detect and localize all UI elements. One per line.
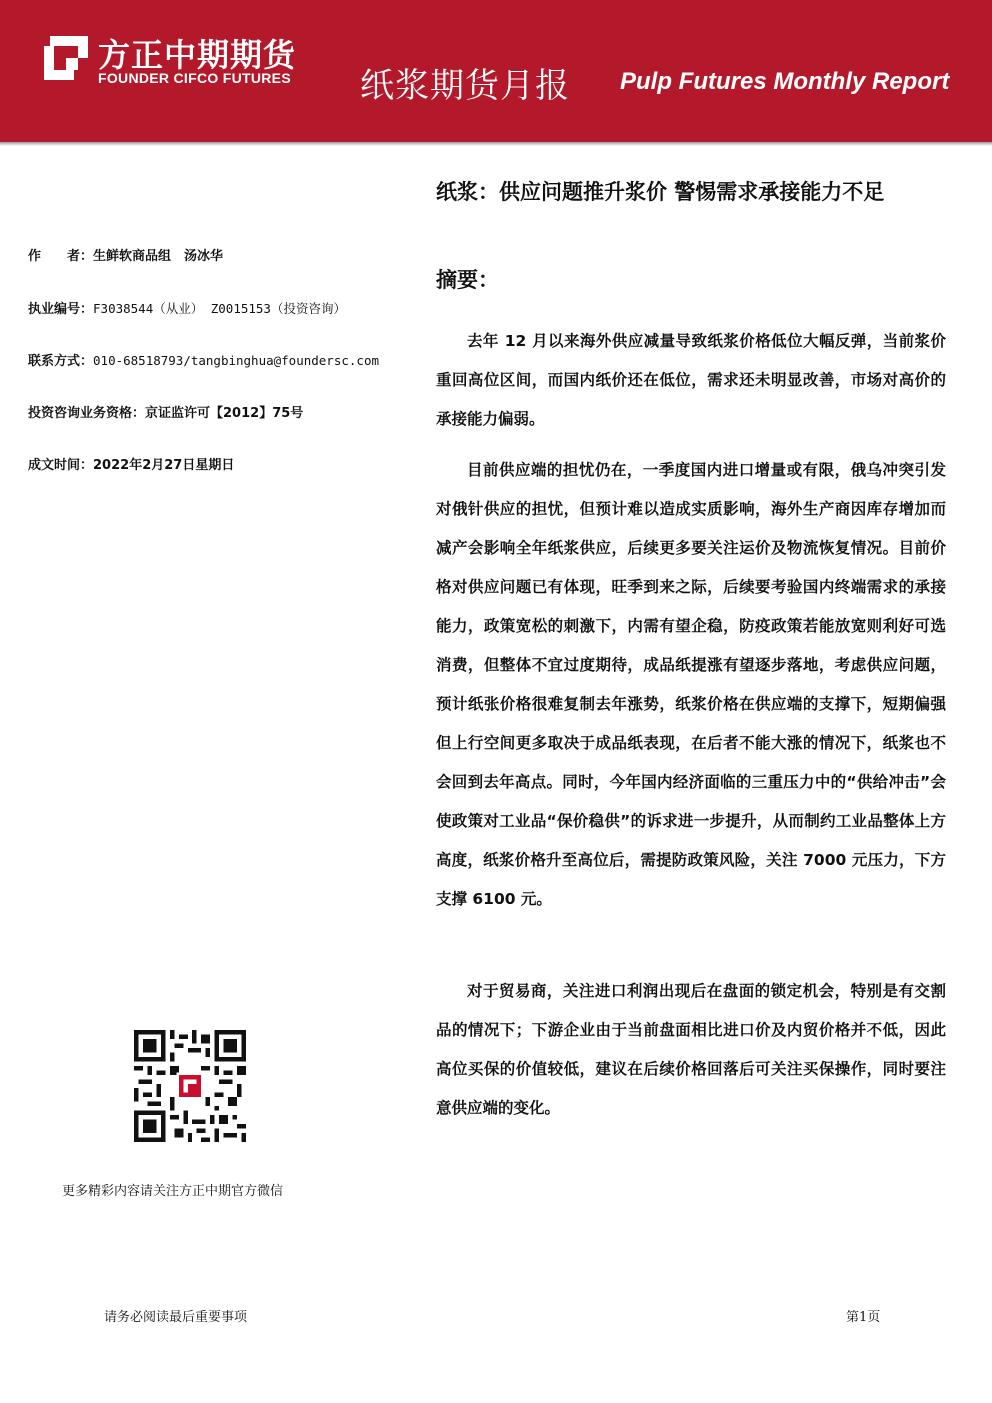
meta-date-value: 2022年2月27日星期日 <box>93 458 235 473</box>
report-headline: 纸浆：供应问题推升浆价 警惕需求承接能力不足 <box>436 180 885 204</box>
abstract-paragraph: 对于贸易商，关注进口利润出现后在盘面的锁定机会，特别是有交割品的情况下；下游企业由于当前盘面相比进口价及内贸价格并不低，因此高位买保的价值较低，建议在后续价格回落后可关注买保操作，同时要注意供应端的变化。 <box>436 982 946 1117</box>
meta-qualification-label: 投资咨询业务资格： <box>28 406 146 421</box>
brand-name-en: FOUNDER CIFCO FUTURES <box>98 70 291 86</box>
page-number: 第1页 <box>846 1310 881 1325</box>
meta-date-label: 成文时间： <box>28 458 94 473</box>
meta-qualification <box>28 402 303 421</box>
meta-date <box>28 454 234 473</box>
report-title-cn: 纸浆期货月报 <box>360 66 570 106</box>
meta-qualification-value: 京证监许可【2012】75号 <box>145 406 304 421</box>
qr-caption: 更多精彩内容请关注方正中期官方微信 <box>62 1184 284 1199</box>
report-title-en: Pulp Futures Monthly Report <box>620 68 950 95</box>
meta-author-value: 生鲜软商品组 汤冰华 <box>93 249 224 264</box>
meta-license <box>28 298 346 317</box>
meta-author-label: 作 者： <box>28 249 94 264</box>
meta-contact-label: 联系方式： <box>28 354 94 369</box>
footer-disclaimer: 请务必阅读最后重要事项 <box>104 1310 248 1325</box>
abstract-paragraph: 去年 12 月以来海外供应减量导致纸浆价格低位大幅反弹，当前浆价重回高位区间，而国内纸价还在低位，需求还未明显改善，市场对高价的承接能力偏弱。 <box>436 332 946 428</box>
meta-license-label: 执业编号： <box>28 302 94 317</box>
abstract-paragraph: 目前供应端的担忧仍在，一季度国内进口增量或有限，俄乌冲突引发对俄针供应的担忧，但预计难以造成实质影响，海外生产商因库存增加而减产会影响全年纸浆供应，后续更多要关注运价及物流恢复情况。目前价格对供应问题已有体现，旺季到来之际，后续要考验国内终端需求的承接能力，政策宽松的刺激下，内需有望企稳，防疫政策若能放宽则利好可选消费，但整体不宜过度期待，成品纸提涨有望逐步落地，考虑供应问题，预计纸张价格很难复制去年涨势，纸浆价格在供应端的支撑下，短期偏强但上行空间更多取决于成品纸表现，在后者不能大涨的情况下，纸浆也不会回到去年高点。同时，今年国内经济面临的三重压力中的“供给冲击”会使政策对工业品“保价稳供”的诉求进一步提升，从而制约工业品整体上方高度，纸浆价格升至高位后，需提防政策风险，关注 7000 元压力，下方支撑 6100 元。 <box>436 461 946 908</box>
meta-author <box>28 245 223 264</box>
brand-name-cn: 方正中期期货 <box>98 36 297 74</box>
meta-license-value: F3038544（从业） Z0015153（投资咨询） <box>93 301 346 316</box>
founder-logo-icon <box>40 32 92 84</box>
wechat-qr-code-icon <box>134 1030 246 1142</box>
header-divider <box>0 142 992 146</box>
abstract-heading: 摘要： <box>436 268 499 292</box>
meta-contact <box>28 350 379 369</box>
meta-contact-value: 010-68518793/tangbinghua@foundersc.com <box>93 353 379 368</box>
